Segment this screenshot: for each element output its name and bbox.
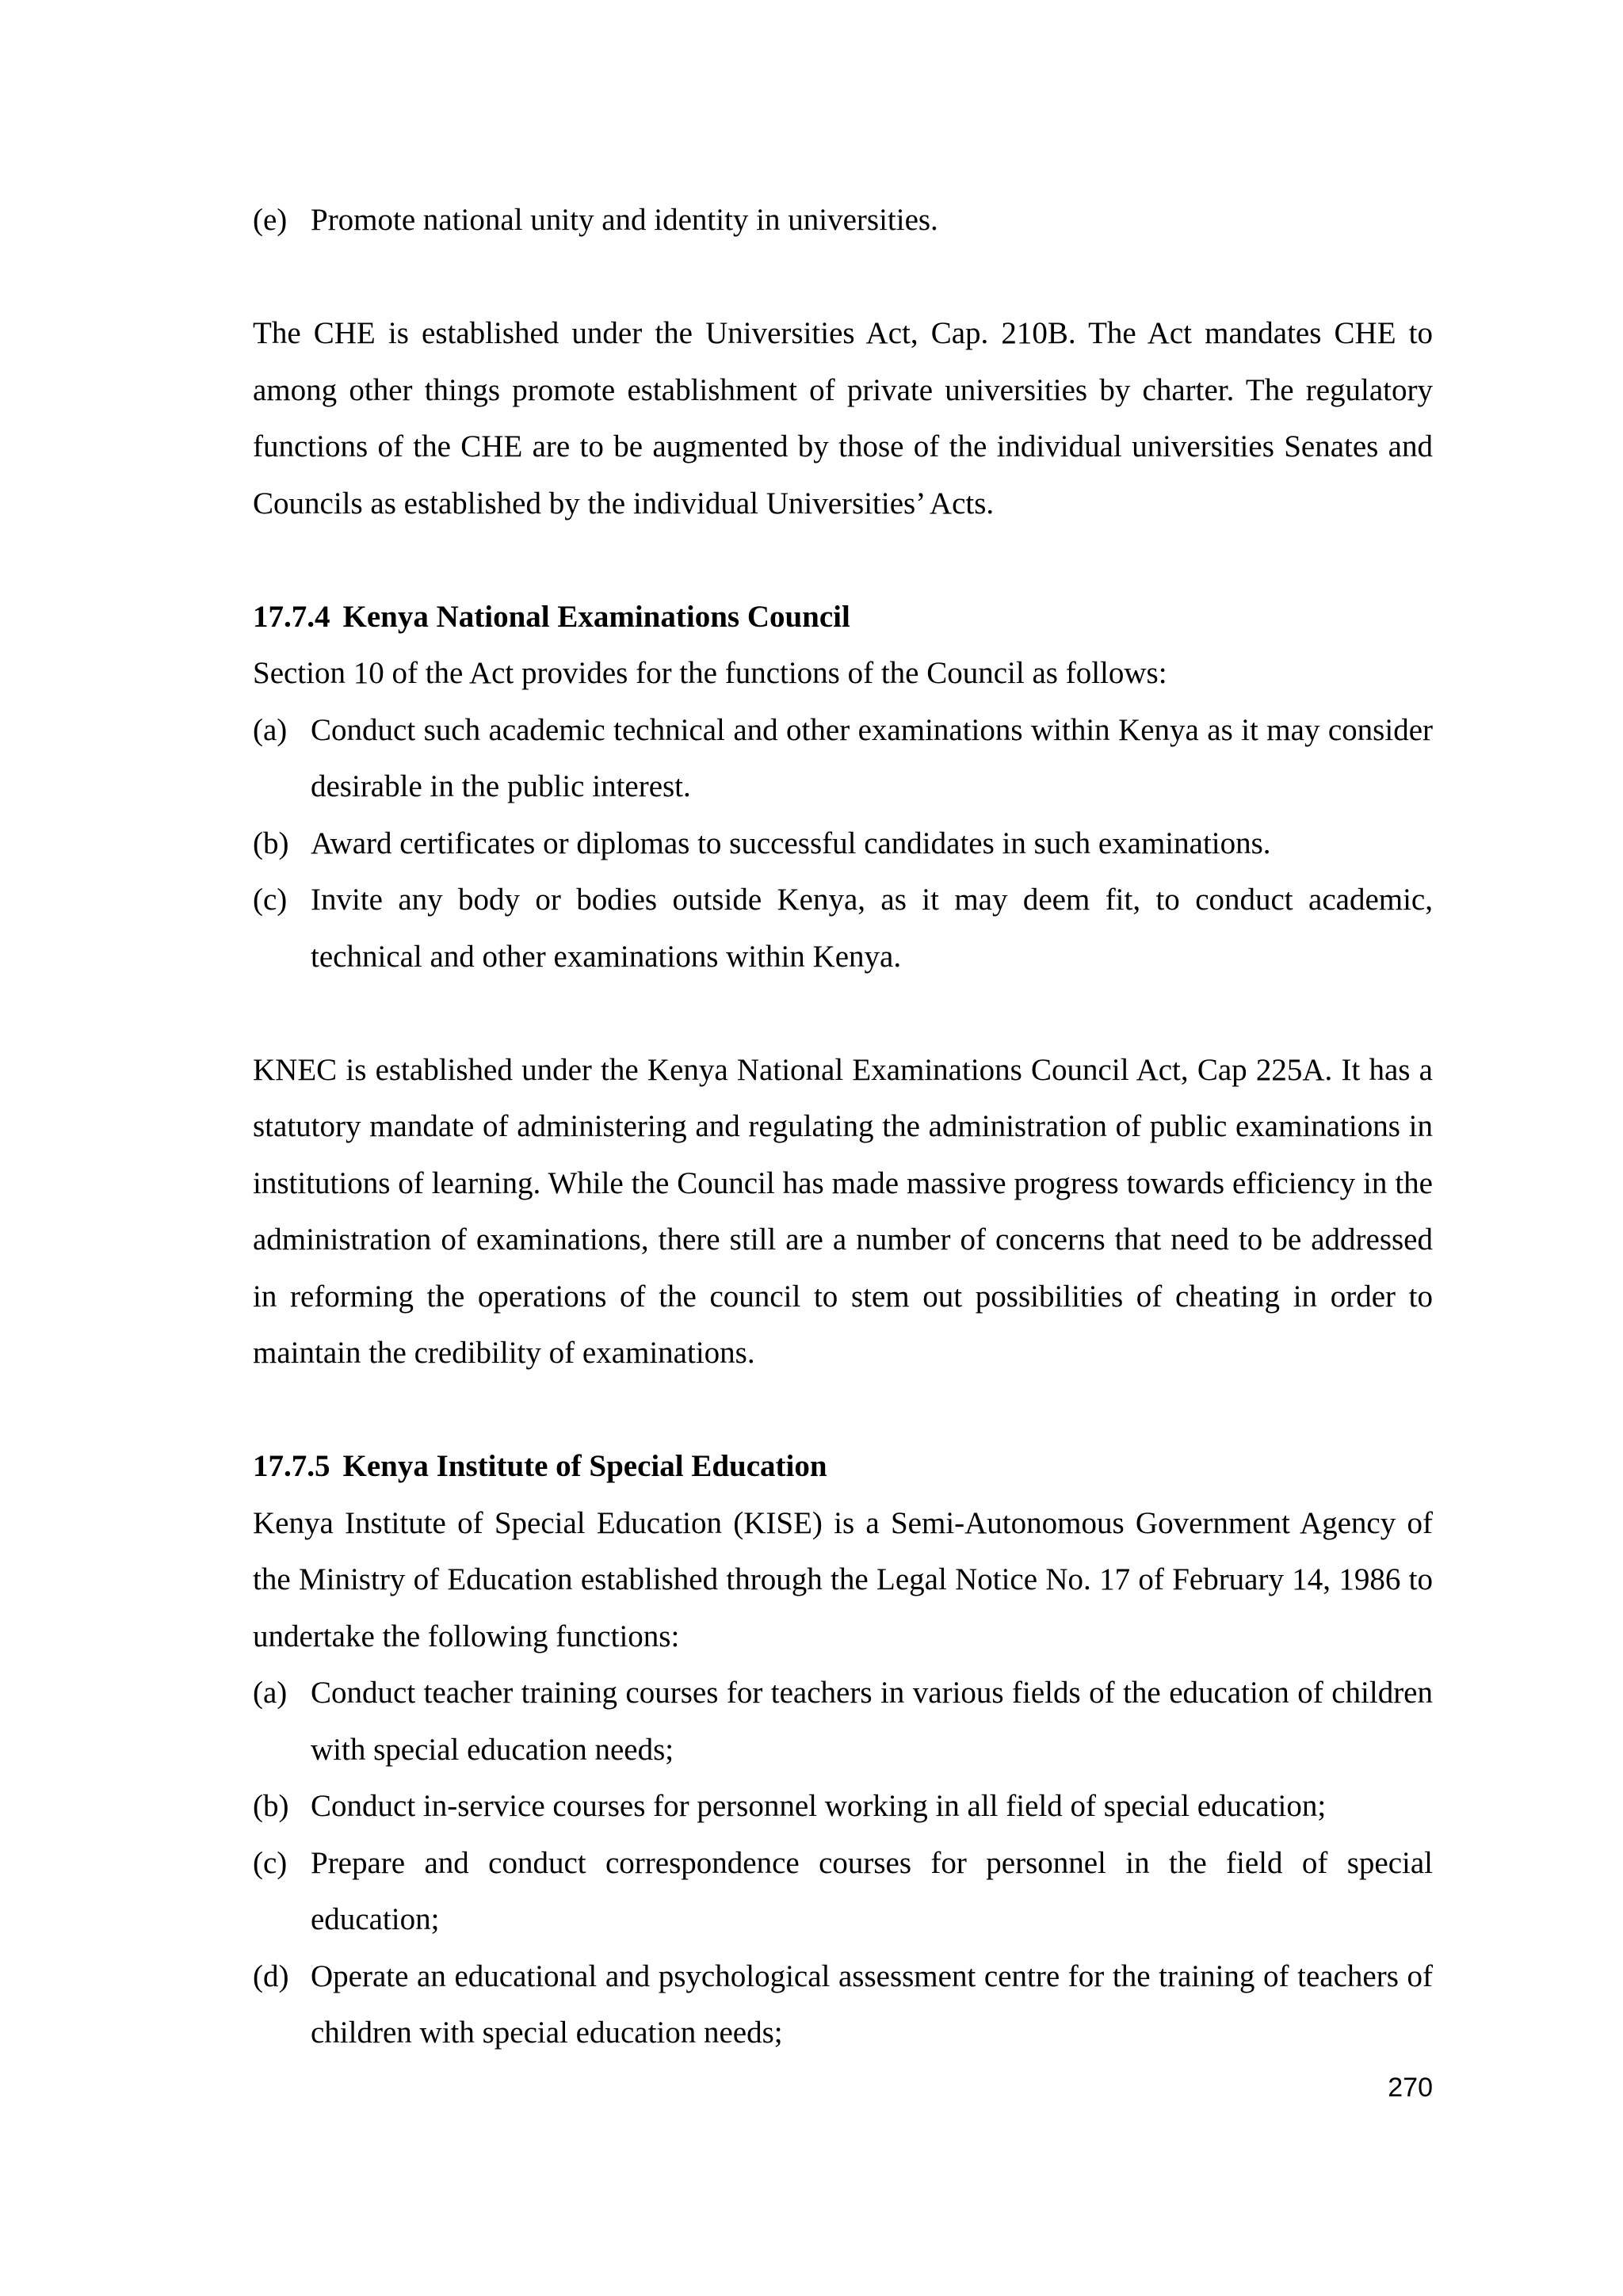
list-item-e — [253, 192, 1433, 249]
list-item — [253, 1948, 1433, 2061]
knec-intro: Section 10 of the Act provides for the functions of the Council as follows: — [253, 656, 1167, 690]
list-item-text: Conduct in-service courses for personnel working in all field of special education; — [311, 1789, 1327, 1823]
list-item-label: (b) — [253, 826, 289, 860]
list-item-label: (a) — [253, 712, 288, 747]
list-item — [253, 1665, 1433, 1778]
list-item-label: (a) — [253, 1676, 288, 1710]
list-item-label: (d) — [253, 1958, 289, 1993]
list-item-text: Award certificates or diplomas to successful candidates in such examinations. — [311, 826, 1271, 860]
page-number: 270 — [1388, 2073, 1433, 2103]
list-item-text: Prepare and conduct correspondence courses for personnel in the field of special education; — [311, 1845, 1433, 1936]
list-item-label: (c) — [253, 1845, 288, 1880]
che-paragraph: The CHE is established under the Universities Act, Cap. 210B. The Act mandates CHE to among other things promote establishment of private universities by charter. The regulatory functions of the CHE are to be augmented by those of the individual universities Senates and Councils as established by the individual Universities’ Acts. — [253, 316, 1433, 521]
list-item — [253, 1835, 1433, 1948]
kise-intro: Kenya Institute of Special Education (KISE) is a Semi-Autonomous Government Agency of the Ministry of Education established through the Legal Notice No. 17 of February 14, 1986 to undertake the following functions: — [253, 1505, 1433, 1653]
paragraph-gap — [253, 1382, 1433, 1439]
paragraph-gap — [253, 249, 1433, 306]
list-item — [253, 702, 1433, 815]
page-content — [253, 192, 1433, 2061]
list-item-text: Conduct teacher training courses for teachers in various fields of the education of children with special education needs; — [311, 1676, 1433, 1767]
list-item — [253, 871, 1433, 985]
knec-paragraph: KNEC is established under the Kenya National Examinations Council Act, Cap 225A. It has a statutory mandate of administering and regulating the administration of public examinations in institutions of learning. While the Council has made massive progress towards efficiency in the administration of examinations, there still are a number of concerns that need to be addressed in reforming the operations of the council to stem out possibilities of cheating in order to maintain the credibility of examinations. — [253, 1052, 1433, 1370]
section-title: Kenya Institute of Special Education — [342, 1449, 827, 1483]
paragraph-gap — [253, 532, 1433, 589]
list-item-label: (e) — [253, 203, 288, 237]
list-item — [253, 815, 1433, 872]
list-item-label: (b) — [253, 1789, 289, 1823]
list-item — [253, 1778, 1433, 1835]
paragraph-gap — [253, 985, 1433, 1042]
list-item-label: (c) — [253, 883, 288, 917]
list-item-text: Operate an educational and psychological assessment centre for the training of teachers of children with special education needs; — [311, 1958, 1433, 2050]
section-number: 17.7.4 — [253, 599, 330, 634]
list-item-text: Invite any body or bodies outside Kenya, as it may deem fit, to conduct academic, technical and other examinations within Kenya. — [311, 883, 1433, 974]
section-heading-kise — [253, 1438, 1433, 1495]
list-item-text: Promote national unity and identity in universities. — [311, 203, 938, 237]
list-item-text: Conduct such academic technical and other examinations within Kenya as it may consider desirable in the public interest. — [311, 712, 1433, 803]
section-heading-knec — [253, 589, 1433, 646]
section-title: Kenya National Examinations Council — [342, 599, 850, 634]
section-number: 17.7.5 — [253, 1449, 330, 1483]
